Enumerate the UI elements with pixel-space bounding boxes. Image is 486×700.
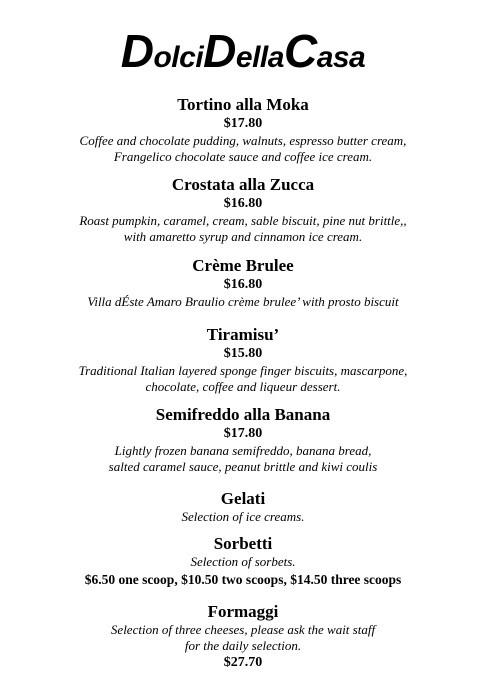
item-name: Formaggi (207, 602, 279, 621)
item-price: $17.80 (223, 426, 263, 441)
item-name: Crème Brulee (192, 256, 294, 275)
title-initial-d2: D (203, 25, 236, 77)
item-description-line: Roast pumpkin, caramel, cream, sable biscuit, pine nut brittle,, (79, 213, 407, 228)
item-price: $27.70 (223, 655, 263, 670)
menu-item-gelati (0, 489, 486, 525)
item-name: Semifreddo alla Banana (155, 405, 331, 424)
item-description-line: for the daily selection. (184, 638, 302, 653)
item-description-line: with amaretto syrup and cinnamon ice cream. (123, 229, 363, 244)
menu-item-formaggi (0, 602, 486, 672)
item-description-line: Selection of ice creams. (181, 509, 305, 524)
menu-item-semifreddo (0, 405, 486, 475)
item-description-line: Frangelico chocolate sauce and coffee ice cream. (113, 149, 373, 164)
item-name: Crostata alla Zucca (171, 175, 315, 194)
item-description-line: Lightly frozen banana semifreddo, banana bread, (114, 443, 372, 458)
item-description-line: Coffee and chocolate pudding, walnuts, espresso butter cream, (79, 133, 407, 148)
item-description-line: Selection of sorbets. (190, 554, 296, 569)
item-price: $15.80 (223, 346, 263, 361)
menu-item-tiramisu (0, 325, 486, 395)
item-price-line: $6.50 one scoop, $10.50 two scoops, $14.50 three scoops (84, 572, 402, 587)
item-price: $17.80 (223, 116, 263, 131)
menu-item-tortino (0, 95, 486, 165)
title-part-ella: ella (235, 41, 284, 74)
title-initial-c: C (283, 25, 317, 77)
menu-item-sorbetti (0, 534, 486, 589)
menu-item-creme-brulee (0, 256, 486, 310)
title-part-asa: asa (316, 41, 366, 74)
menu-item-crostata (0, 175, 486, 245)
item-price: $16.80 (223, 196, 263, 211)
item-description-line: Villa dÉste Amaro Braulio crème brulee’ with prosto biscuit (87, 294, 399, 309)
item-description-line: Traditional Italian layered sponge finger biscuits, mascarpone, (78, 363, 408, 378)
item-description-line: chocolate, coffee and liqueur dessert. (145, 379, 341, 394)
restaurant-title (0, 25, 486, 77)
item-description-line: Selection of three cheeses, please ask the wait staff (110, 622, 376, 637)
item-name: Gelati (220, 489, 266, 508)
title-initial-d: D (120, 25, 154, 77)
item-description-line: salted caramel sauce, peanut brittle and kiwi coulis (108, 459, 378, 474)
title-part-olci: olci (153, 41, 204, 74)
item-price: $16.80 (223, 277, 263, 292)
item-name: Tortino alla Moka (177, 95, 309, 114)
item-name: Tiramisu’ (206, 325, 280, 344)
item-name: Sorbetti (213, 534, 273, 553)
